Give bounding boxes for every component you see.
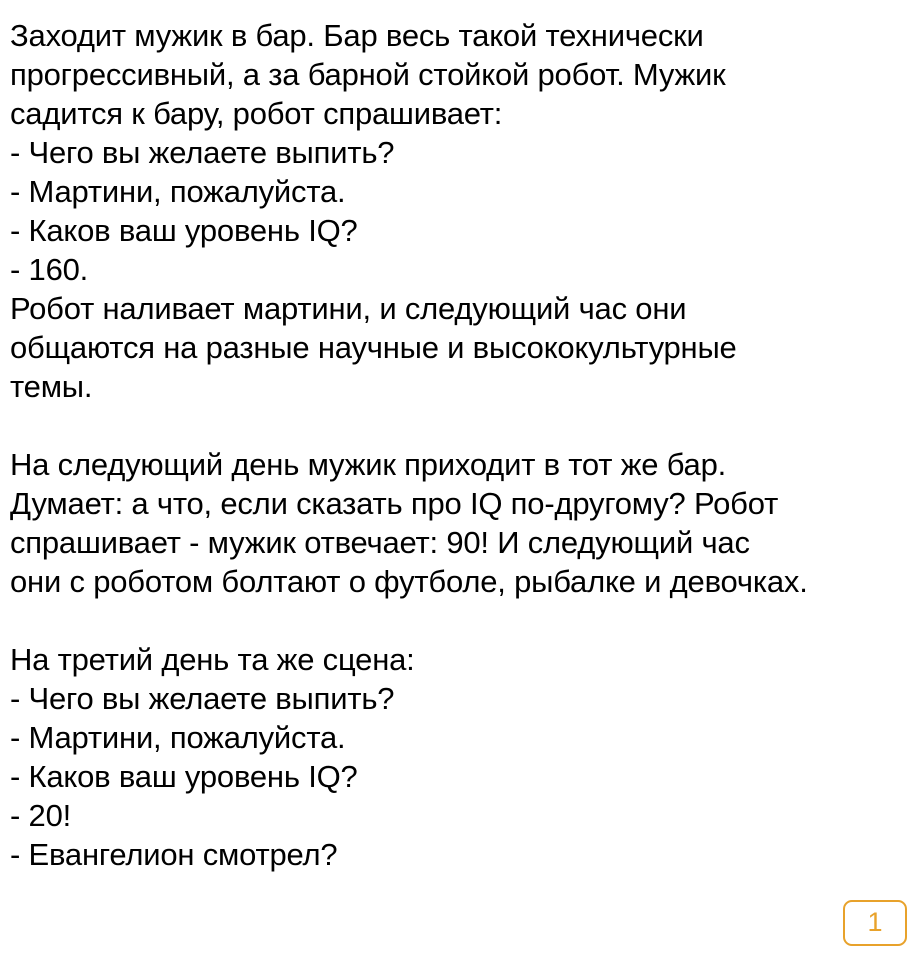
message-line: - 20!: [10, 798, 72, 833]
message-line: общаются на разные научные и высококультурные: [10, 330, 737, 365]
message-line: На следующий день мужик приходит в тот же бар.: [10, 447, 727, 482]
message-line: Заходит мужик в бар. Бар весь такой технически: [10, 18, 704, 53]
page-number-badge[interactable]: 1: [843, 900, 907, 946]
message-line: - Евангелион смотрел?: [10, 837, 338, 872]
message-line: - 160.: [10, 252, 89, 287]
message-line: Думает: а что, если сказать про IQ по-другому? Робот: [10, 486, 779, 521]
message-line: - Мартини, пожалуйста.: [10, 174, 346, 209]
message-line: На третий день та же сцена:: [10, 642, 415, 677]
paragraph-gap: [10, 601, 905, 640]
message-line: Робот наливает мартини, и следующий час они: [10, 291, 687, 326]
message-line: - Мартини, пожалуйста.: [10, 720, 346, 755]
message-line: - Чего вы желаете выпить?: [10, 681, 395, 716]
message-line: - Каков ваш уровень IQ?: [10, 213, 358, 248]
message-line: прогрессивный, а за барной стойкой робот. Мужик: [10, 57, 726, 92]
message-line: темы.: [10, 369, 93, 404]
message-line: спрашивает - мужик отвечает: 90! И следующий час: [10, 525, 750, 560]
paragraph-gap: [10, 406, 905, 445]
message-line: - Каков ваш уровень IQ?: [10, 759, 358, 794]
message-line: садится к бару, робот спрашивает:: [10, 96, 503, 131]
message-line: - Чего вы желаете выпить?: [10, 135, 395, 170]
message-line: они с роботом болтают о футболе, рыбалке и девочках.: [10, 564, 808, 599]
message-text: [10, 16, 905, 874]
